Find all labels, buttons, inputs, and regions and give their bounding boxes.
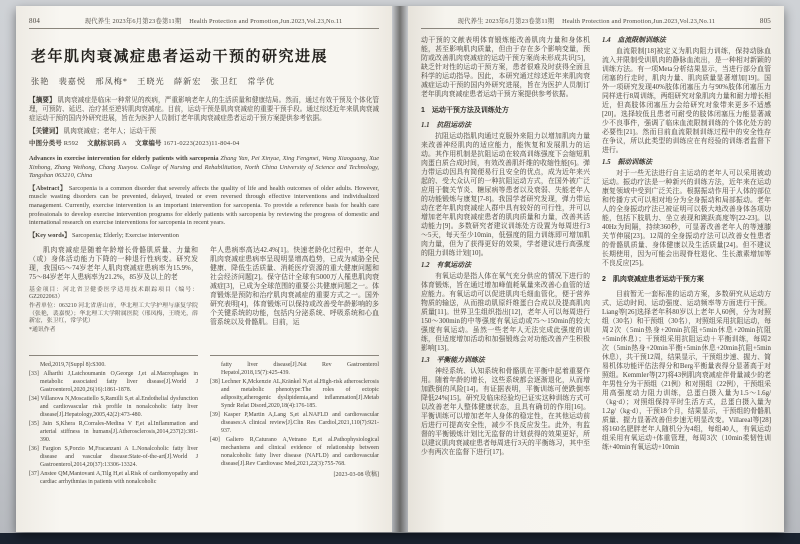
article-title: 老年肌肉衰减症患者运动干预的研究进展 [31, 48, 329, 65]
footnote-block [29, 287, 198, 335]
desk-background [0, 533, 800, 544]
article-no-value: 1671-0223(2023)11-804-04 [163, 140, 240, 147]
reference-fragment: fatty liver disease[J].Nat Rev Gastroenterol Hepatol,2018,15(7):425-439. [221, 361, 379, 376]
english-authors: Zhang Yan, Pei Xinyue, Xing Fengmei, Wang Xiaoguang, Xue Xinhong, Zhang Weihong, Chang Xueyou. [29, 155, 379, 171]
references-column2 [210, 355, 379, 479]
affiliation-note: 作者单位：063210 河北省唐山市，华北理工大学护理与康复学院（张艳，裴嘉悦）；华北理工大学附属医院（邢凤梅，王晓光，薛新宏，张卫红，常学优） [29, 302, 198, 325]
subsection-1-5-heading: 1.5 振动训练法 [602, 159, 652, 166]
english-title-block [29, 155, 379, 181]
paragraph-intervention-programs: 目前暂无一套标准的运动方案，多数研究从运动方式、运动时间、运动强度、运动频率等方面进行干预。Liang等[26]选择老年科80岁以上老年人60例，分为对照组（30名）和干预组（30名），对照组采用抗阻运动，每周2次（5min热身+20min抗阻+5min休息+20min抗阻+5min休息）；干预组采用抗阻运动＋平衡训练，每周2次（5min热身+20min平衡+5min休息+20min抗阻+5min休息），共干预12周，结果显示，干预组步速、握力、简易机体功能评估法得分和Berg平衡量表得分显著高于对照组。Kemmler等[27]将43例肌肉衰减症伴骨量减少的老年男性分为干预组（21例）和对照组（22例），干预组采用高强度动力阻力训练，总蛋白摄入量为1.5～1.6g/（kg·d）；对照组保持平时生活方式，总蛋白摄入量为1.2g/（kg·d），干预18个月，结果显示，干预组的骨骼肌质量、握力显著改善但步速无明显改变。Villareal等[28]将160名肥胖老年人随机分为4组，每组40人，有氧运动组采用有氧运动+体重管理，每周3次（10min柔韧性训练+40min有氧运动+10min [602, 291, 771, 451]
section-1-heading: 1 运动干预方法及训练处方 [421, 107, 509, 114]
journal-header [421, 16, 752, 25]
reference-entry-35: [35] Jain S,Khera R,Corrales-Medina V F,et al.Inflammation and arterial stiffness in humans[J].Atherosclerosis,2014,237(2):381-390. [29, 420, 198, 443]
right-page-header [421, 16, 771, 29]
paragraph-balance-training: 神经系统、认知系统和骨骼肌在平衡中起着重要作用。随着年龄的增长，这些系统都会逐渐退化，从而增加跌倒的风险[14]。有证据表明，平衡训练可使跌倒率降低24%[15]。研究及临床经验均已证实这种训练方式可以改善老年人整体健康状态，且具有确切的作用[16]。平衡训练可以增加老年人身体的稳定性，在其他运动前后进行可提高安全性，减少不良反应发生。此外，有监督的平衡锻炼计划比无监督的计划获得的效果更好，所以建议肌肉衰减症患者每周进行3天的平衡练习，其中至少有两次在监督下进行[17]。 [421, 368, 590, 456]
keywords-en-label: 【Key words】 [29, 231, 71, 239]
received-date: [2023-03-08 收稿] [333, 471, 379, 478]
reference-entry-39: [39] Kasper P,Martin A,Lang S,et al.NAFLD and cardiovascular diseases:A clinical review[J].Clin Res Cardiol,2021,110(7):921-937. [210, 411, 379, 434]
column2-text-area [210, 246, 379, 355]
right-page [408, 6, 784, 532]
open-journal [16, 6, 784, 532]
journal-name-cn: 现代养生 2023年6月第23卷第11期 [457, 18, 555, 25]
clc-line [29, 138, 379, 147]
left-page-columns [29, 246, 379, 487]
reference-entry-34: [34] Villanova N,Moscatiello S,Ramilli S,et al.Endothelial dysfunction and cardiovascular risk profile in nonalcoholic fatty liver disease[J].Hepatology,2005,42(2):473-480. [29, 395, 198, 418]
left-page-number: 804 [29, 17, 41, 25]
authors-line: 张艳 裴嘉悦 邢凤梅* 王晓光 薛新宏 张卫红 常学优 [31, 77, 275, 86]
journal-name-cn: 现代养生 2023年6月第23卷第11期 [84, 18, 182, 25]
corresponding-author-note: *通讯作者 [29, 326, 56, 333]
reference-entry-38: [38] Lechner K,Mckenzie AL,Kränkel N,et al.High-risk atherosclerosis and metabolic phenotype:The roles of ectopic adiposity,atherogenic dyslipidemia,and inflammation[J].Metab Syndr Relat Disord,2020,18(4):176-185. [210, 378, 379, 409]
subsection-1-3-heading: 1.3 平衡能力训练法 [421, 357, 485, 364]
references-column1 [29, 355, 198, 486]
keywords-cn-text: 肌肉衰减症；老年人；运动干预 [63, 128, 156, 135]
page-gutter-shadow [392, 6, 408, 532]
reference-entry-33: [33] Alharthi J,Latchoumanin O,George J,et al.Macrophages in metabolic associated fatty liver disease[J].World J Gastroenterol,2020,26(16):1861-1878. [29, 370, 198, 393]
right-page-column-1 [421, 36, 590, 458]
paragraph-blood-flow-restriction: 血流限制[18]被定义为肌肉阻力训练，保持动脉血流入并限制受训肌肉的静脉血流出，是一种相对新颖的训练方法。有一项Meta分析结果显示，当进行部分血管闭塞的行走时，肌肉力量、肌肉质量显著增加[19]。国外一项研究发现40%肢体闭塞压力与90%肢体闭塞压力同样进行8周训练，两组研究对象肌肉力量和耐力增长相近，但高肢体闭塞压力会给研究对象带来更多不适感[20]。选择较低且患者可耐受的肢体闭塞压力能显著减少不良事件，强调了临床血流限制训练的个体化处方的必要性[21]。然而目前血流限制训练过程中的安全性存在争议，所以此类型的训练应在有经验的训练者监督下进行。 [602, 48, 771, 154]
keywords-cn [29, 125, 379, 135]
column1-text-area [29, 246, 198, 355]
article-no-label: 文章编号 [135, 140, 162, 147]
english-affiliation: College of Nursing and Rehabilitation, North China University of Science and Technology, Tangshan 063210, China [29, 163, 380, 180]
doc-code-value: A [122, 140, 127, 147]
abstract-cn-text: 肌肉衰减症是临床一种常见的疾病，严重影响老年人的生活质量和健康结局。然而，通过有效干预及个体化管理，可预防、延迟、治疗甚至逆转肌肉衰减症。目前，运动干预是肌肉衰减症的重要干预手段。通过综述近年来肌肉衰减症运动干预的国内外研究进展，旨在为医护人员制订老年肌肉衰减症患者运动干预方案提供参考依据。 [29, 97, 380, 122]
subsection-1-4-heading: 1.4 血流限制训练法 [602, 37, 666, 44]
keywords-en [29, 230, 379, 239]
left-page-header [29, 16, 379, 29]
reference-entry-36: [36] Fargion S,Porzio M,Fracanzani A L.Nonalcoholic fatty liver disease and vascular disease:State-of-the-art[J].World J Gastroenterol,2014,20(37):13306-13324. [29, 445, 198, 468]
funding-note: 基金项目：河北省卫健委医学适用技术跟踪项目（编号：GZ2022063） [29, 286, 198, 301]
clc-value: R592 [63, 140, 79, 147]
abstract-cn-label: 【摘要】 [29, 97, 56, 104]
abstract-en [29, 185, 379, 228]
reference-entry-40: [40] Galiero R,Caturano A,Vetrano E,et al.Pathophysiological mechanisms and clinical evidence of relationship between nonalcoholic fatty liver disease (NAFLD) and cardiovascular disease[J].Rev Cardiovasc Med,2021,22(3):755-768. [210, 436, 379, 467]
journal-name-en: Health Protection and Promotion,Jun.2023,Vol.23,No.11 [562, 18, 716, 25]
keywords-en-text: Sarcopenia; Elderly; Exercise intervention [72, 231, 179, 239]
body-paragraph-continuation: 动干预的文献表明体育锻炼能改善肌肉力量和身体机能，甚至影响肌肉质量，但由于存在多个影响变量，预防或改善肌肉衰减症的运动干预方案尚未形成共识[5]，缺乏针对性的运动干预方案，患者很难及时获得全面且科学的运动指导。因此，本研究通过综述近年来肌肉衰减症运动干预的国内外研究进展，旨在为医护人员制订老年肌肉衰减症患者运动干预方案提供参考依据。 [421, 37, 590, 98]
body-paragraph: 肌肉衰减症是随着年龄增长骨骼肌质量、力量和（或）身体活动能力下降的一种退行性病变。研究发现，我国65～74岁老年人肌肉衰减症患病率为15.9%，75～84岁老年人患病率为21.2%，85岁及以上的老 [29, 246, 198, 281]
right-page-columns [421, 36, 771, 458]
paragraph-aerobic-training: 有氧运动是指人体在氧气充分供应的情况下进行的体育锻炼，旨在通过增加峰值耗氧量来改善心血管的适应能力。有氧运动可以促进肌肉毛细血管化，便于营养物质的输送，从而推动肌原纤维蛋白合成以及提高肌肉质量[11]。世界卫生组织指出[12]，老年人可以每周进行150～300min的中等强度有氧运动或75～150min的较大强度有氧运动。虽然一些老年人无法完成此强度的训练，但适度增加活动和加强锻炼会对功能改善产生积极影响[13]。 [421, 273, 590, 352]
reference-entry-37: [37] Anstee QM,Mantovani A,Tilg H,et al.Risk of cardiomyopathy and cardiac arrhythmias in patients with nonalcoholic [29, 470, 198, 485]
left-page-column-1 [29, 246, 198, 487]
keywords-cn-label: 【关键词】 [29, 128, 62, 135]
paragraph-resistance-training: 抗阻运动指肌肉通过克服外来阻力以增加肌肉力量来改善神经肌肉的适应能力，能恢复和发展肌力的运动。其作用机制是抗阻运动在较高训练强度下会缩短肌肉蛋白质合成时间，有效改善肌纤维的收缩性能[6]。弹力带运动因具有简便易行且安全的优点，成为近年来兴起的、受大众认可的一种抗阻运动方式，在国外被广泛应用于髋关节炎、糖尿病等患者以及衰弱、失能老年人的功能锻炼与康复[7-8]。我国学者研究发现，弹力带运动在老年肌肉衰减症人群中具有较好的可行性，并可以增加老年肌肉衰减症患者的肌肉质量和力量，改善其活动能力[9]。多数研究者建议训练处方设置为每周进行3～5天，每天至少10min，低强度的阻力训练即可增加肌肉力量，但为了获得更好的效果，学者建议进行高强度的阻力训练计划[10]。 [421, 133, 590, 257]
subsection-1-1-heading: 1.1 抗阻运动法 [421, 122, 471, 129]
right-page-column-2 [602, 36, 771, 458]
subsection-1-2-heading: 1.2 有氧运动法 [421, 262, 471, 269]
abstract-cn [29, 96, 379, 123]
english-title: Advances in exercise intervention for elderly patients with sarcopenia [29, 155, 219, 162]
section-2-heading: 2 肌肉衰减症患者运动干预方案 [602, 276, 704, 283]
abstract-en-text: Sarcopenia is a common disorder that severely affects the quality of life and health outcomes of older adults. However, muscle wasting disorders can be prevented, delayed, treated or even reversed through effective interventions and individualized management. Currently, exercise intervention is an important intervention for sarcopenia. To provide a reference basis for health care professionals to develop exercise intervention programs for elderly patients with sarcopenia by reviewing the progress of domestic and international research on exercise interventions for sarcopenia in recent years. [29, 184, 380, 227]
reference-fragment: Med,2019,7(Suppl 8):S300. [40, 361, 106, 368]
left-page [16, 6, 392, 532]
journal-name-en: Health Protection and Promotion,Jun.2023,Vol.23,No.11 [189, 18, 343, 25]
doc-code-label: 文献标识码 [87, 140, 121, 147]
body-paragraph-continuation: 年人患病率高达42.4%[1]。快速老龄化过程中，老年人肌肉衰减症患病率呈现明显增高趋势，已成为威胁全民健康、降低生活质量、消耗医疗资源的重大健康问题和社会经济问题[2]。保守估计全球有5000万人罹患肌肉衰减症[3]，已成为全球范围的重要公共健康问题之一。体育锻炼是预防和治疗肌肉衰减症的重要方式之一。国外研究表明[4]，体育锻炼可以保持或改善受年龄影响的多个关键系统的功能，包括内分泌系统、呼吸系统和心血管系统以及骨骼肌。目前，运 [210, 246, 379, 326]
clc-label: 中图分类号 [29, 140, 62, 147]
right-page-number: 805 [759, 17, 771, 25]
paragraph-vibration-training: 对于一些无法进行自主运动的老年人可以采用被动运动。振动疗法是一种新兴的训练方法，近年来在运动康复领域中受到广泛关注。根据振动作用于人体的部位和传播方式可以相对地分为全身振动和局部振动。老年人的全身振动疗法已被证明可以极大地改善身体各项功能，包括下肢肌力、坐立表现和跳跃高度等[22-23]。以40Hz为间隔，持续360秒，可显著改善老年人的等速膝关节伸展[23]。12周的全身振动疗法可以改善女性患者的骨骼肌质量、身体健康以及生活质量[24]。但不建议长期使用，因为可能会出现脊柱退化、生长激素增加等不良反应[25]。 [602, 170, 771, 267]
abstract-en-label: 【Abstract】 [29, 184, 67, 192]
left-page-column-2 [210, 246, 379, 487]
journal-header [48, 16, 379, 25]
